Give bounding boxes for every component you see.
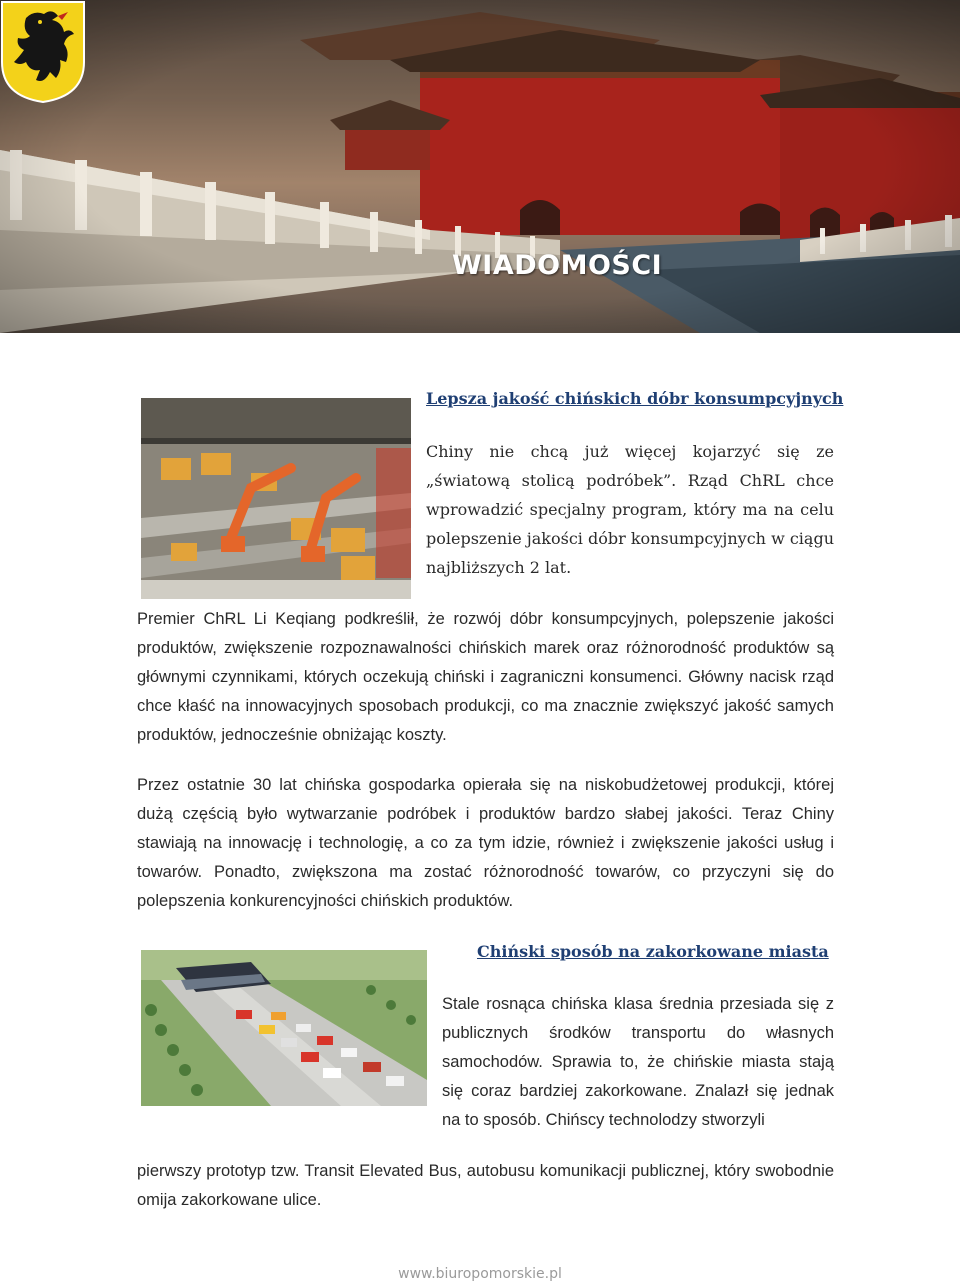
article2-heading[interactable]: Chiński sposób na zakorkowane miasta	[477, 942, 829, 961]
article2-continuation: pierwszy prototyp tzw. Transit Elevated Bus, autobusu komunikacji publicznej, który swobodnie omija zakorkowane ulice.	[137, 1162, 834, 1209]
forbidden-city-illustration	[0, 0, 960, 333]
elevated-bus-model-image	[141, 950, 427, 1106]
footer-url[interactable]: www.biuropomorskie.pl	[398, 1266, 562, 1282]
article1-paragraph3: Przez ostatnie 30 lat chińska gospodarka opierała się na niskobudżetowej produkcji, której dużą częścią było wytwarzanie podróbek i produktów bardzo słabej jakości. Teraz Chiny stawiają na innowację i technologię, a co za tym idzie, również i zwiększenie jakości usług i towarów. Ponadto, zwiększona ma zostać różnorodność towarów, co przyczyni się do polepszenia konkurencyjności chińskich produktów.	[137, 776, 834, 910]
article1-paragraph2: Premier ChRL Li Keqiang podkreślił, że rozwój dóbr konsumpcyjnych, polepszenie jakości produktów, zwiększenie rozpoznawalności chińskich marek oraz różnorodność produktów są głównymi czynnikami, których oczekują chiński i zagraniczni konsumenci. Główny nacisk rząd chce kłaść na innowacyjnych sposobach produkcji, co ma znacznie zwiększyć jakość samych produktów, jednocześnie obniżając koszty.	[137, 610, 834, 744]
factory-robots-image	[141, 398, 411, 599]
griffin-crest-icon	[0, 0, 86, 104]
header-banner	[0, 0, 960, 333]
article1-intro: Chiny nie chcą już więcej kojarzyć się ze „światową stolicą podróbek”. Rząd ChRL chce wprowadzić specjalny program, który ma na celu polepszenie jakości dóbr konsumpcyjnych w ciągu najbliższych 2 lat.	[426, 442, 835, 577]
article2-intro: Stale rosnąca chińska klasa średnia przesiada się z publicznych środków transportu do własnych samochodów. Sprawia to, że chińskie miasta stają się coraz bardziej zakorkowane. Znalazł się jednak na to sposób. Chińscy technolodzy stworzyli	[442, 995, 834, 1129]
banner-title: WIADOMOŚCI	[452, 250, 663, 281]
article1-heading[interactable]: Lepsza jakość chińskich dóbr konsumpcyjnych	[426, 389, 844, 408]
